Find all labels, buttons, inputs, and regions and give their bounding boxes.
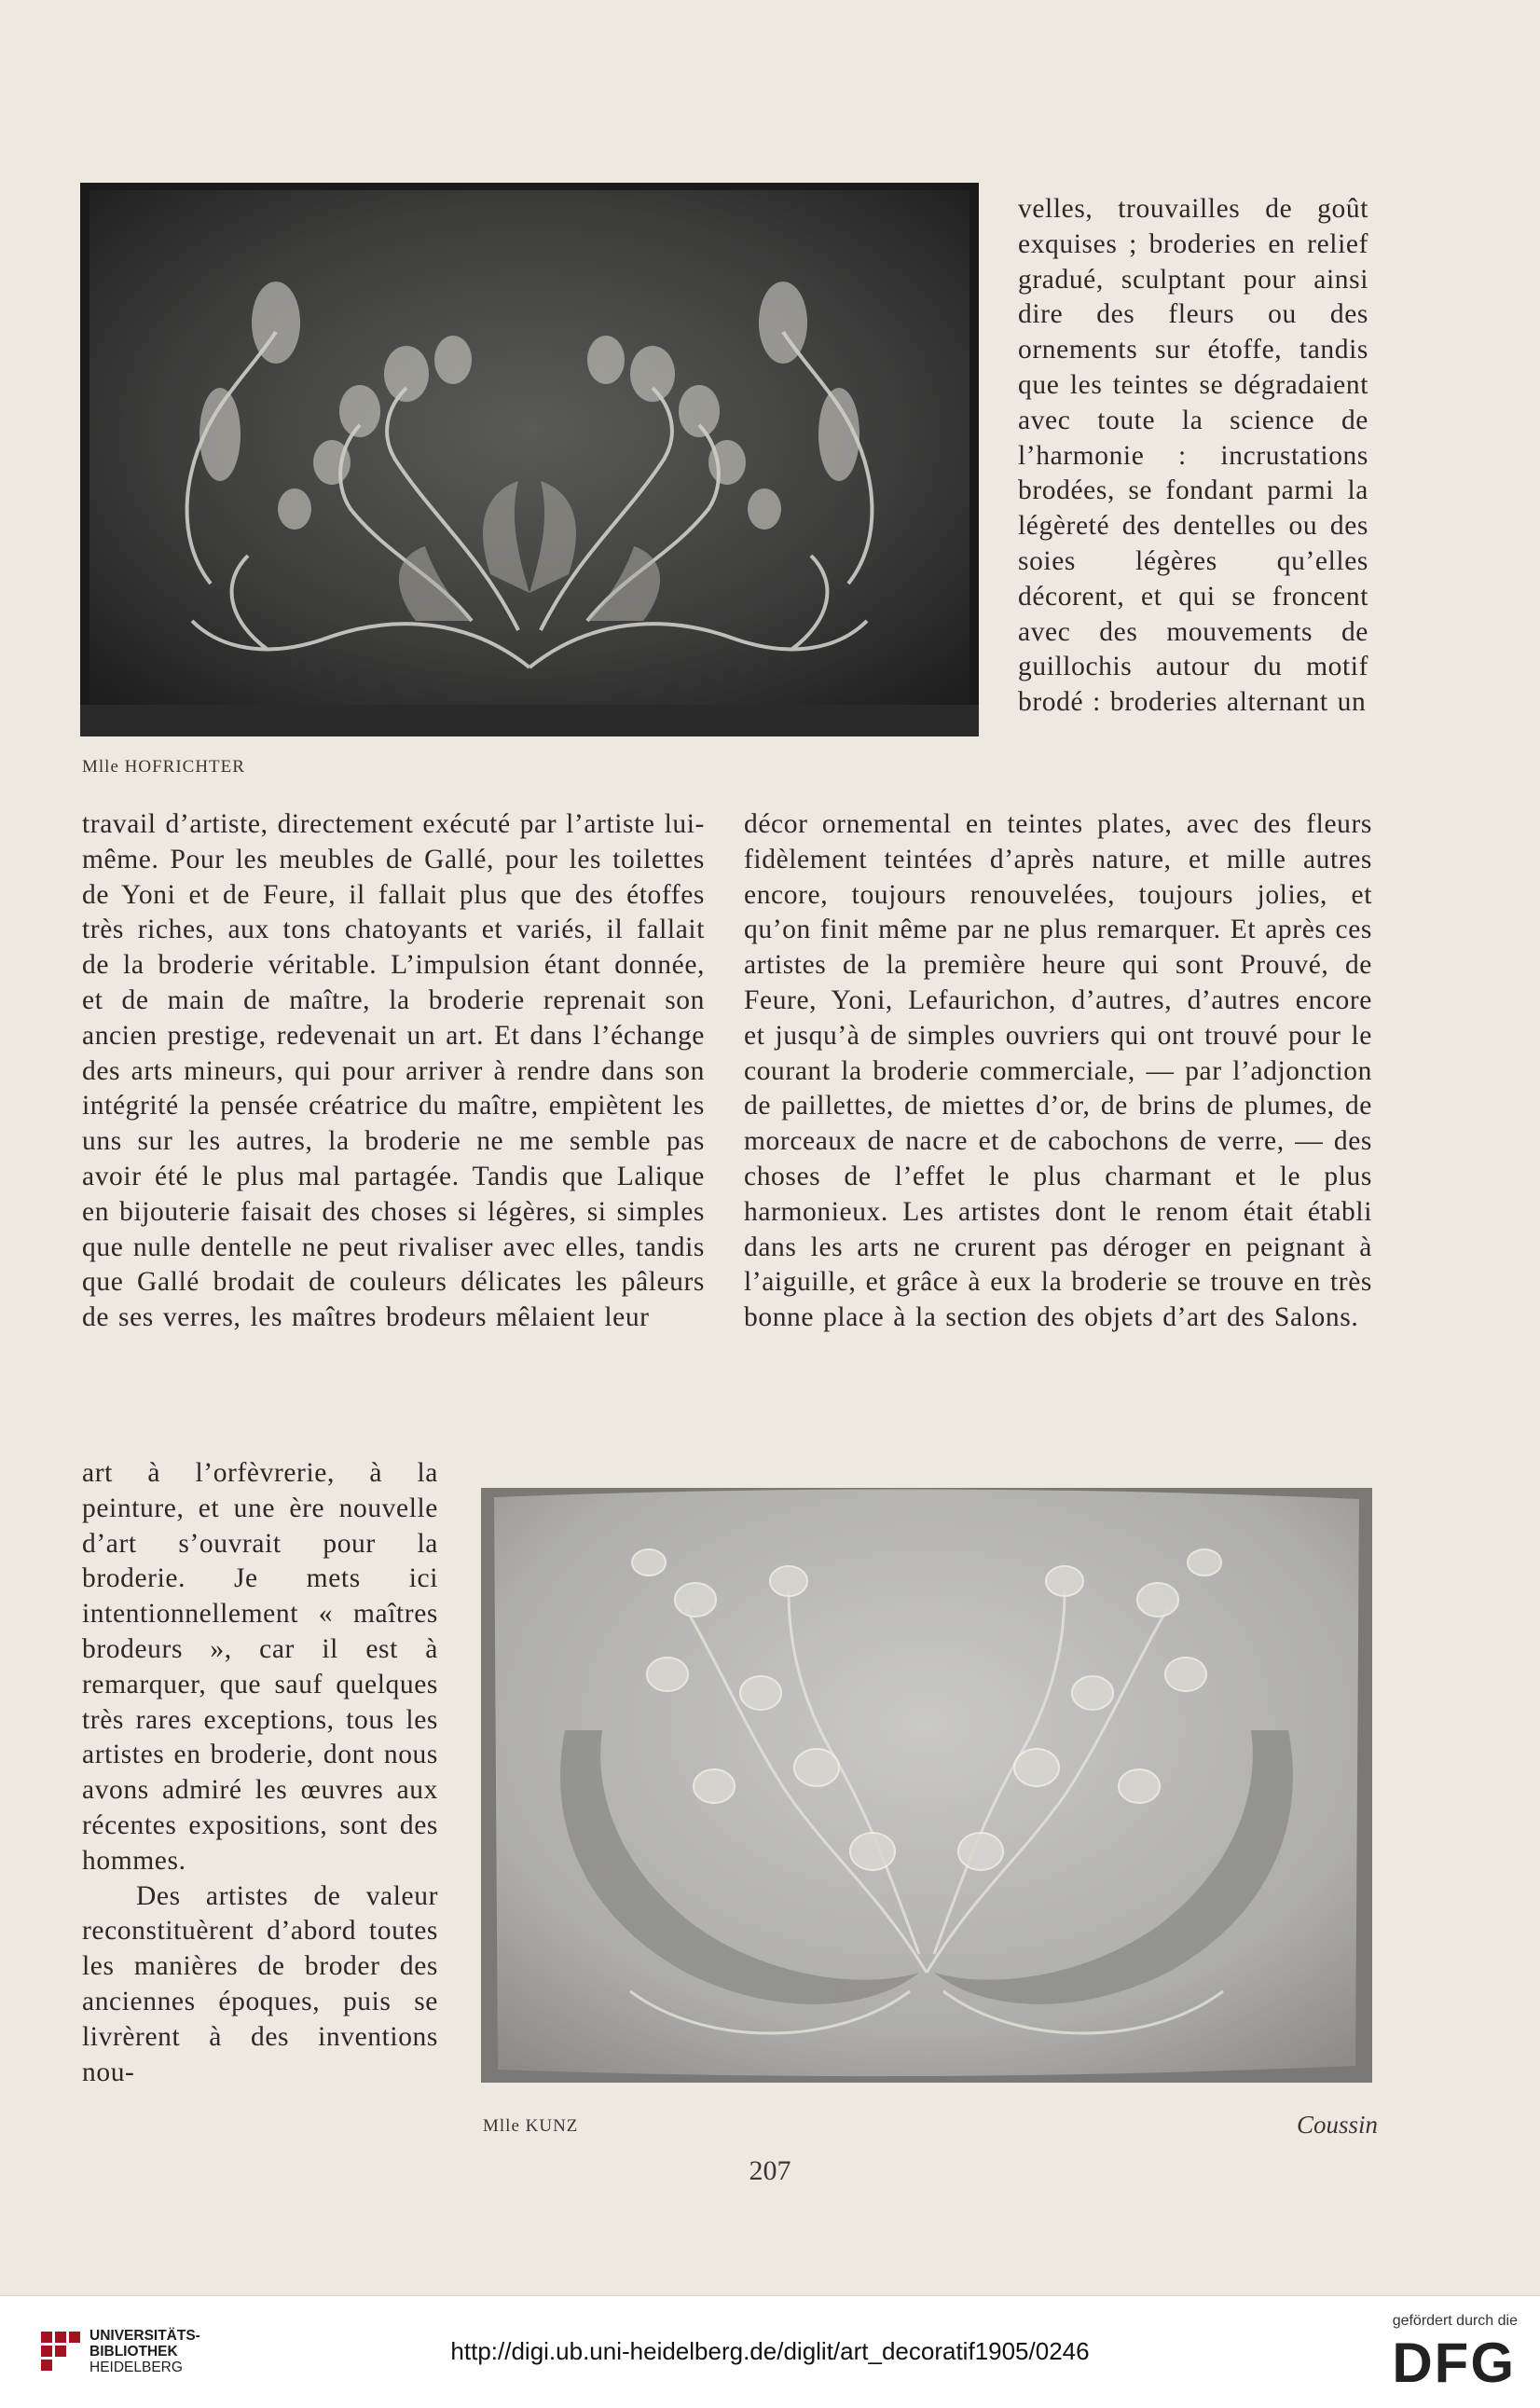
caption-top-image: Mlle HOFRICHTER [82, 757, 245, 777]
cushion-image [481, 1488, 1372, 2083]
source-url-link[interactable]: http://digi.ub.uni-heidelberg.de/diglit/art_decoratif1905/0246 [450, 2337, 1090, 2365]
funder-label: gefördert durch die [1392, 2313, 1518, 2329]
embroidery-photo-hofrichter [80, 183, 979, 736]
embroidery-photo-kunz [481, 1488, 1372, 2083]
paragraph: travail d’artiste, directement exécuté par l’artiste lui-même. Pour les meubles de Gallé, pour les toilettes de Yoni et de Feure, il fallait plus que des étoffes très riches, aux tons chatoyants et variés, il fallait de la broderie véritable. L’impulsion étant donnée, et de main de maître, la broderie reprenait son ancien prestige, redevenait un art. Et dans l’échange des arts mineurs, qui pour arriver à rendre dans son intégrité la pensée créatrice du maître, empiètent les uns sur les autres, la broderie ne me semble pas avoir été le plus mal partagée. Tandis que Lalique en bijouterie faisait des choses si légères, si simples que nulle dentelle ne peut rivaliser avec elles, tandis que Gallé brodait de couleurs délicates les pâleurs de ses verres, les maîtres brodeurs mêlaient leur [82, 809, 705, 1333]
text-column-right-top [1018, 192, 1368, 721]
embroidery-dark-panel-image [80, 183, 979, 736]
footer-bar [0, 2295, 1540, 2408]
dfg-logo: DFG [1392, 2332, 1516, 2394]
page-number: 207 [749, 2155, 791, 2186]
institution-line: BIBLIOTHEK [89, 2344, 178, 2360]
institution-line: HEIDELBERG [89, 2360, 183, 2375]
text-column-right [744, 807, 1372, 1336]
paragraph: velles, trouvailles de goût exquises ; broderies en relief gradué, sculptant pour ainsi dire des fleurs ou des ornements sur étoffe, tandis que les teintes se dégradaient avec toute la science de l’harmonie : incrustations brodées, se fondant parmi la légèreté des dentelles ou des soies légères qu’elles décorent, et qui se froncent avec des mouvements de guillochis autour du motif brodé : broderies alternant un [1018, 194, 1368, 718]
caption-bottom-image: Mlle KUNZ [483, 2116, 579, 2136]
paragraph: décor ornemental en teintes plates, avec des fleurs fidèlement teintées d’après nature, et mille autres encore, toujours renouvelées, toujours jolies, et qu’on finit même par ne plus remarquer. Et après ces artistes de la première heure qui sont Prouvé, de Feure, Yoni, Lefaurichon, d’autres, d’autres encore et jusqu’à de simples ouvriers qui ont trouvé pour le courant la broderie commerciale, — par l’adjonction de paillettes, de miettes d’or, de brins de plumes, de morceaux de nacre et de cabochons de verre, — des choses de l’effet le plus charmant et le plus harmonieux. Les artistes dont le renom était établi dans les arts ne crurent pas déroger en peignant à l’aiguille, et grâce à eux la broderie se trouve en très bonne place à la section des objets d’art des Salons. [744, 809, 1372, 1333]
caption-bottom-image-title: Coussin [1296, 2111, 1378, 2139]
text-column-left [82, 807, 705, 1336]
paragraph: Des artistes de valeur reconstituèrent d’abord toutes les manières de broder des anciennes époques, puis se livrèrent à des inventions nou- [82, 1880, 438, 2087]
paragraph: art à l’orfèvrerie, à la peinture, et une ère nouvelle d’art s’ouvrait pour la broderie. Je mets ici intentionnellement « maîtres brodeurs », car il est à remarquer, que sauf quelques très rares exceptions, tous les artistes en broderie, dont nous avons admiré les œuvres aux récentes expositions, sont des hommes. [82, 1458, 438, 1876]
text-column-left-narrow [82, 1456, 438, 2090]
institution-line: UNIVERSITÄTS- [89, 2328, 200, 2344]
